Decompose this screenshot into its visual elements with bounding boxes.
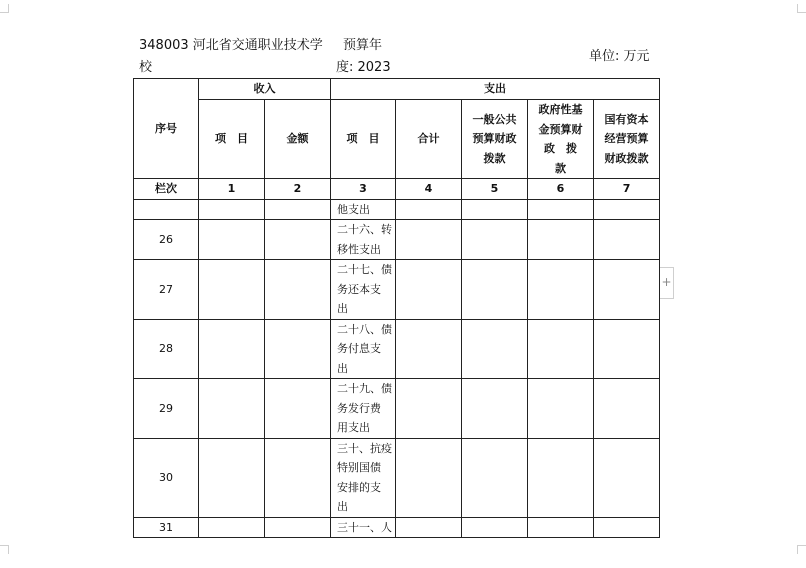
cell xyxy=(594,319,660,379)
index-row xyxy=(134,179,660,200)
table-row xyxy=(134,199,660,220)
index-cell: 1 xyxy=(199,179,265,200)
cell xyxy=(462,260,528,320)
index-cell: 2 xyxy=(265,179,331,200)
unit-title-line2: 校 xyxy=(139,60,153,75)
table-row xyxy=(134,438,660,517)
add-row-button[interactable]: + xyxy=(659,267,674,299)
cell xyxy=(265,379,331,439)
budget-year-line2: 度: 2023 xyxy=(336,60,391,75)
header-income-amount: 金额 xyxy=(265,100,331,179)
cell xyxy=(528,438,594,517)
header-state-capital: 国有资本 经营预算 财政拨款 xyxy=(594,100,660,179)
budget-table xyxy=(133,78,660,538)
page-corner-mark xyxy=(0,545,9,554)
cell xyxy=(396,220,462,260)
cell xyxy=(462,199,528,220)
index-cell: 5 xyxy=(462,179,528,200)
cell xyxy=(528,517,594,538)
cell xyxy=(396,199,462,220)
cell xyxy=(528,379,594,439)
header-expense-item: 项 目 xyxy=(331,100,396,179)
table-row xyxy=(134,220,660,260)
unit-title-line1: 348003 河北省交通职业技术学 xyxy=(139,38,323,53)
cell xyxy=(199,517,265,538)
cell xyxy=(396,517,462,538)
row-seq: 30 xyxy=(134,438,199,517)
cell xyxy=(594,517,660,538)
row-seq: 31 xyxy=(134,517,199,538)
row-seq: 26 xyxy=(134,220,199,260)
cell xyxy=(265,260,331,320)
cell xyxy=(462,379,528,439)
index-cell: 7 xyxy=(594,179,660,200)
cell xyxy=(199,319,265,379)
cell xyxy=(265,319,331,379)
unit-label: 单位: 万元 xyxy=(589,49,650,64)
row-expense-item: 二十七、债 务还本支 出 xyxy=(331,260,396,320)
header-income-group: 收入 xyxy=(199,79,331,100)
index-cell: 6 xyxy=(528,179,594,200)
index-cell: 3 xyxy=(331,179,396,200)
cell xyxy=(594,438,660,517)
index-label: 栏次 xyxy=(134,179,199,200)
cell xyxy=(462,319,528,379)
cell xyxy=(594,379,660,439)
header-total: 合计 xyxy=(396,100,462,179)
cell xyxy=(199,220,265,260)
index-cell: 4 xyxy=(396,179,462,200)
header-gov-fund: 政府性基 金预算财 政 拨 款 xyxy=(528,100,594,179)
row-expense-item: 他支出 xyxy=(331,199,396,220)
table-row xyxy=(134,517,660,538)
cell xyxy=(528,260,594,320)
row-expense-item: 三十、抗疫 特别国债 安排的支 出 xyxy=(331,438,396,517)
cell xyxy=(396,319,462,379)
cell xyxy=(462,517,528,538)
cell xyxy=(462,438,528,517)
cell xyxy=(594,220,660,260)
cell xyxy=(199,199,265,220)
cell xyxy=(199,260,265,320)
cell xyxy=(594,260,660,320)
cell xyxy=(265,220,331,260)
row-expense-item: 二十六、转 移性支出 xyxy=(331,220,396,260)
table-row xyxy=(134,379,660,439)
cell xyxy=(265,517,331,538)
page-corner-mark xyxy=(797,545,806,554)
cell xyxy=(528,199,594,220)
row-seq: 28 xyxy=(134,319,199,379)
cell xyxy=(528,220,594,260)
cell xyxy=(265,438,331,517)
row-seq: 27 xyxy=(134,260,199,320)
cell xyxy=(199,438,265,517)
budget-year-line1: 预算年 xyxy=(343,38,383,53)
cell xyxy=(462,220,528,260)
cell xyxy=(265,199,331,220)
header-seq: 序号 xyxy=(134,79,199,179)
cell xyxy=(199,379,265,439)
header-income-item: 项 目 xyxy=(199,100,265,179)
cell xyxy=(528,319,594,379)
row-expense-item: 三十一、人 xyxy=(331,517,396,538)
cell xyxy=(396,438,462,517)
table-row xyxy=(134,319,660,379)
header-expense-group: 支出 xyxy=(331,79,660,100)
page-corner-mark xyxy=(0,4,9,13)
cell xyxy=(594,199,660,220)
row-expense-item: 二十八、债 务付息支 出 xyxy=(331,319,396,379)
cell xyxy=(396,379,462,439)
row-expense-item: 二十九、债 务发行费 用支出 xyxy=(331,379,396,439)
cell xyxy=(396,260,462,320)
row-seq xyxy=(134,199,199,220)
table-row xyxy=(134,260,660,320)
row-seq: 29 xyxy=(134,379,199,439)
page-corner-mark xyxy=(797,4,806,13)
header-general-budget: 一般公共 预算财政 拨款 xyxy=(462,100,528,179)
